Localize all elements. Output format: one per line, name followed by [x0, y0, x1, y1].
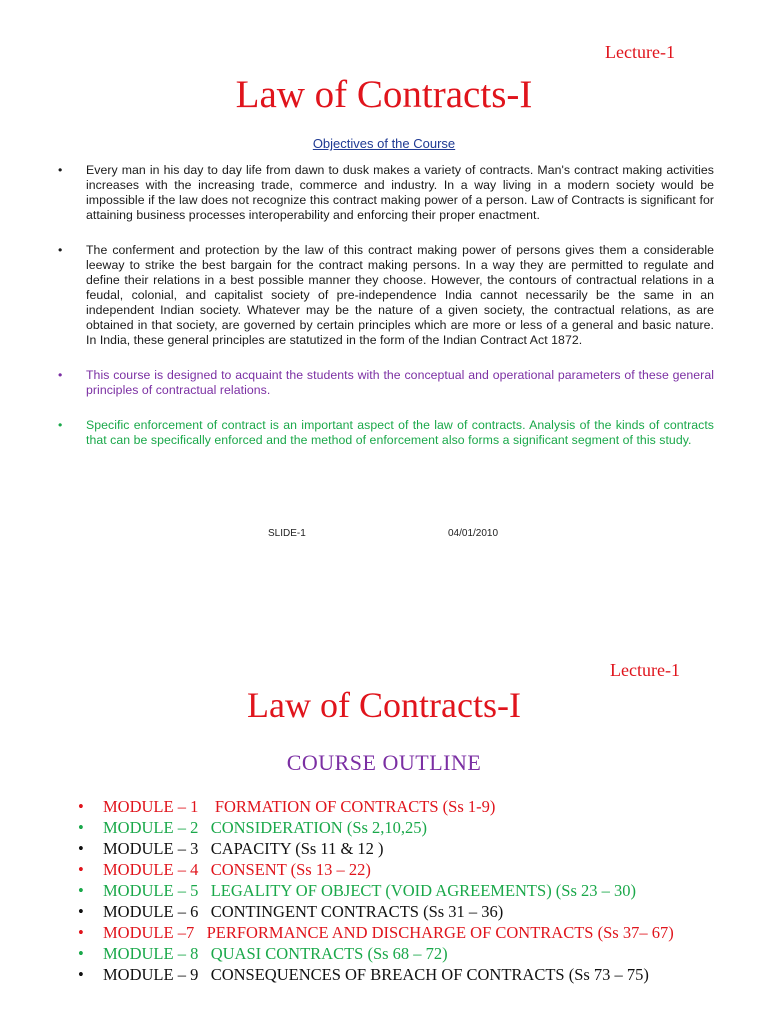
objectives-list: [58, 163, 714, 448]
slide-title: Law of Contracts-I: [247, 685, 521, 725]
module-label: MODULE – 2: [103, 818, 199, 837]
bullet-dot: •: [58, 163, 63, 177]
module-item: [78, 945, 698, 963]
slide-title: Law of Contracts-I: [235, 73, 533, 116]
module-item: [78, 966, 698, 984]
objectives-heading: Objectives of the Course: [312, 136, 456, 151]
module-label: MODULE – 5: [103, 881, 199, 900]
footer-slide-number: SLIDE-1: [268, 528, 306, 539]
module-text: FORMATION OF CONTRACTS (Ss 1-9): [214, 797, 496, 816]
module-label: MODULE – 8: [103, 944, 199, 963]
objective-text: This course is designed to acquaint the students with the conceptual and operational parameters of these general principles of contractual relations.: [86, 368, 714, 397]
module-text: PERFORMANCE AND DISCHARGE OF CONTRACTS (Ss 37– 67): [206, 923, 674, 942]
lecture-label: Lecture-1: [605, 42, 675, 62]
module-item: [78, 819, 698, 837]
objective-bullet: [58, 368, 714, 398]
objective-text: Specific enforcement of contract is an important aspect of the law of contracts. Analysis of the kinds of contracts that can be specifically enforced and the method of enforcement also forms a significant segment of this study.: [86, 418, 714, 447]
module-list: [78, 798, 698, 987]
slide-2: [0, 560, 768, 1024]
module-item: [78, 924, 698, 942]
bullet-dot: •: [78, 902, 84, 921]
module-label: MODULE –7: [103, 923, 195, 942]
module-text: CAPACITY (Ss 11 & 12 ): [210, 839, 384, 858]
objective-text: The conferment and protection by the law of this contract making power of persons gives them a considerable leeway to strike the best bargain for the contract making persons. In a way they are permitted to regulate and define their relations in a best possible manner they choose. However, the contours of contractual relations in a feudal, colonial, and capitalist society of pre-independence India cannot necessarily be the same in an independent Indian society. Whatever may be the nature of a given society, the contractual relations, as are obtained in that society, are governed by certain principles which are more or less of a general and basic nature. In India, these general principles are statutized in the form of the Indian Contract Act 1872.: [86, 243, 714, 347]
module-text: QUASI CONTRACTS (Ss 68 – 72): [210, 944, 448, 963]
bullet-dot: •: [58, 418, 63, 432]
module-item: [78, 840, 698, 858]
bullet-dot: •: [78, 797, 84, 816]
bullet-dot: •: [58, 368, 63, 382]
objective-bullet: [58, 418, 714, 448]
module-label: MODULE – 9: [103, 965, 199, 984]
module-label: MODULE – 4: [103, 860, 199, 879]
module-text: CONTINGENT CONTRACTS (Ss 31 – 36): [210, 902, 504, 921]
module-text: CONSENT (Ss 13 – 22): [210, 860, 371, 879]
bullet-dot: •: [78, 818, 84, 837]
objective-bullet: [58, 243, 714, 348]
lecture-label: Lecture-1: [610, 660, 680, 680]
bullet-dot: •: [78, 944, 84, 963]
footer-date: 04/01/2010: [448, 528, 499, 539]
bullet-dot: •: [78, 881, 84, 900]
objective-text: Every man in his day to day life from dawn to dusk makes a variety of contracts. Man's contract making activities increases with the increasing trade, commerce and industry. In a way living in a modern society would be impossible if the law does not recognize this contract making power of a person. Law of Contracts is significant for attaining business processes interoperability and enforcing their proper enactment.: [86, 163, 714, 222]
bullet-dot: •: [78, 860, 84, 879]
module-text: LEGALITY OF OBJECT (VOID AGREEMENTS) (Ss 23 – 30): [210, 881, 637, 900]
bullet-dot: •: [78, 923, 84, 942]
module-text: CONSIDERATION (Ss 2,10,25): [210, 818, 428, 837]
bullet-dot: •: [78, 965, 84, 984]
module-label: MODULE – 3: [103, 839, 199, 858]
module-text: CONSEQUENCES OF BREACH OF CONTRACTS (Ss 73 – 75): [210, 965, 649, 984]
module-label: MODULE – 1: [103, 797, 199, 816]
bullet-dot: •: [58, 243, 63, 257]
module-label: MODULE – 6: [103, 902, 199, 921]
objective-bullet: [58, 163, 714, 223]
module-item: [78, 798, 698, 816]
module-item: [78, 903, 698, 921]
bullet-dot: •: [78, 839, 84, 858]
course-outline-heading: COURSE OUTLINE: [286, 750, 482, 775]
module-item: [78, 882, 698, 900]
module-item: [78, 861, 698, 879]
